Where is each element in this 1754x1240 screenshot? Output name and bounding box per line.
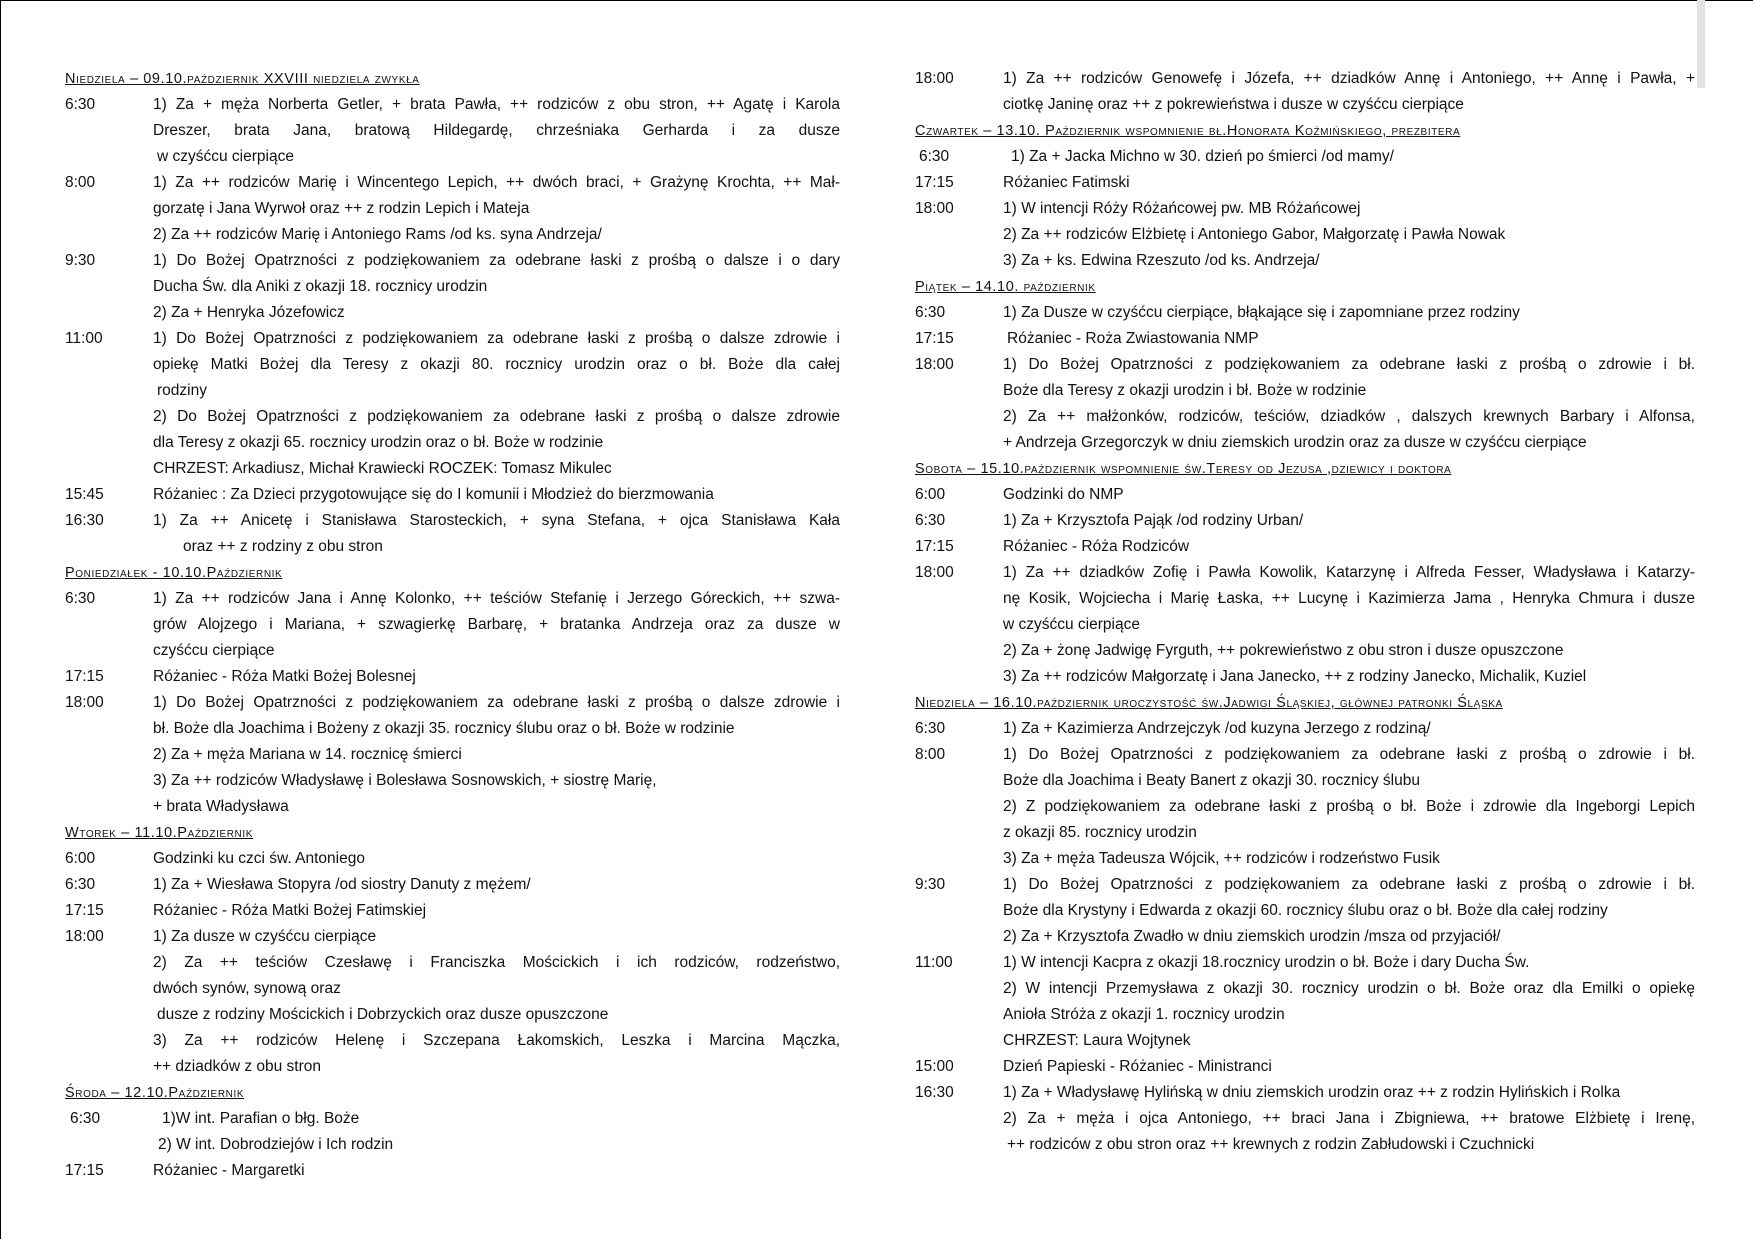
intention-line: 1) Za ++ rodziców Marię i Wincentego Lepich, ++ dwóch braci, + Grażynę Krochta, ++ Mał- [153,174,840,191]
intention-line: bł. Boże dla Joachima i Bożeny z okazji 35. rocznicy ślubu oraz o bł. Boże w rodzinie [153,720,735,737]
mass-time: 16:30 [65,512,104,529]
intention-line: CHRZEST: Laura Wojtynek [1003,1032,1191,1049]
intention-text [1003,872,1695,950]
intention-text [1003,170,1695,196]
day-header: Czwartek – 13.10. Październik wspomnienie bł.Honorata Koźmińskiego, prezbitera [915,123,1461,139]
mass-time: 6:00 [65,850,96,867]
intention-line: 1) Do Bożej Opatrzności z podziękowaniem za odebrane łaski z prośbą o zdrowie i bł. [1003,356,1695,373]
intention-text [1003,482,1695,508]
intention-text [153,872,840,898]
mass-time: 17:15 [65,668,104,685]
intention-text [1003,326,1695,352]
mass-time: 6:30 [919,148,950,165]
mass-entry [915,1054,1695,1080]
mass-entry [915,872,1695,950]
mass-time: 17:15 [915,174,954,191]
intention-line: 1) W intencji Kacpra z okazji 18.rocznicy urodzin o bł. Boże i dary Ducha Św. [1003,954,1530,971]
mass-time: 6:00 [915,486,946,503]
intention-line: 1) Do Bożej Opatrzności z podziękowaniem za odebrane łaski z prośbą o dalsze i o dary [153,252,840,269]
mass-entry [915,170,1695,196]
intention-text [1003,1080,1695,1158]
mass-time: 8:00 [915,746,946,763]
intention-text [153,586,840,664]
intention-line: Boże dla Joachima i Beaty Banert z okazji 30. rocznicy ślubu [1003,772,1420,789]
intention-line: czyśćcu cierpiące [153,642,275,659]
day-header: Środa – 12.10.Październik [65,1085,245,1101]
intention-line: 1) Za Dusze w czyśćcu cierpiące, błąkające się i zapomniane przez rodziny [1003,304,1520,321]
mass-entry [915,508,1695,534]
mass-entry [915,534,1695,560]
day-header: Sobota – 15.10.październik wspomnienie św.Teresy od Jezusa ,dziewicy i doktora [915,461,1452,477]
left-column [65,66,840,1184]
day-header: Wtorek – 11.10.Październik [65,825,254,841]
intention-text [1003,534,1695,560]
mass-time: 18:00 [915,200,954,217]
intention-text [153,248,840,326]
intention-line: Ducha Św. dla Aniki z okazji 18. rocznicy urodzin [153,278,488,295]
mass-time: 18:00 [915,564,954,581]
intention-line: 2) Za ++ teściów Czesławę i Franciszka Mościckich i ich rodziców, rodzeństwo, [153,954,840,971]
mass-time: 11:00 [65,330,103,347]
intention-line: z okazji 85. rocznicy urodzin [1003,824,1197,841]
intention-line: 1) Za ++ dziadków Zofię i Pawła Kowolik, Katarzynę i Alfreda Fesser, Władysława i Katarzy- [1003,564,1695,581]
mass-entry [65,248,840,326]
mass-entry [915,560,1695,690]
intention-line: 2) Za + Krzysztofa Zwadło w dniu ziemskich urodzin /msza od przyjaciół/ [1003,928,1501,945]
intention-text [1003,1054,1695,1080]
intention-line: 2) Za + żonę Jadwigę Fyrguth, ++ pokrewieństwo z obu stron i dusze opuszczone [1003,642,1564,659]
mass-time: 18:00 [915,70,954,87]
intention-line: 1) Do Bożej Opatrzności z podziękowaniem za odebrane łaski z prośbą o zdrowie i bł. [1003,876,1695,893]
intention-line: Dzień Papieski - Różaniec - Ministranci [1003,1058,1272,1075]
intention-text [1003,716,1695,742]
intention-line: w czyśćcu cierpiące [157,148,294,165]
mass-entry [65,170,840,248]
intention-line: Różaniec - Róża Rodziców [1003,538,1190,555]
mass-time: 9:30 [915,876,946,893]
mass-time: 6:30 [65,590,96,607]
mass-time: 6:30 [65,876,96,893]
intention-line: 3) Za ++ rodziców Helenę i Szczepana Łakomskich, Leszka i Marcina Mączka, [153,1032,840,1049]
intention-line: opiekę Matki Bożej dla Teresy z okazji 80. rocznicy urodzin oraz o bł. Boże dla całej [153,356,840,373]
mass-entry [65,898,840,924]
intention-line: 1) Za + Wiesława Stopyra /od siostry Danuty z mężem/ [153,876,531,893]
intention-line: Anioła Stróża z okazji 1. rocznicy urodzin [1003,1006,1285,1023]
mass-time: 15:45 [65,486,104,503]
intention-line: 1) Za ++ rodziców Genowefę i Józefa, ++ dziadków Annę i Antoniego, ++ Annę i Pawła, + [1003,70,1695,87]
intention-line: 1) W intencji Róży Różańcowej pw. MB Różańcowej [1003,200,1361,217]
intention-text [153,326,840,482]
mass-entry [915,144,1695,170]
intention-line: 1) Do Bożej Opatrzności z podziękowaniem za odebrane łaski z prośbą o zdrowie i bł. [1003,746,1695,763]
intention-line: 1) Za ++ Anicetę i Stanisława Starosteckich, + syna Stefana, + ojca Stanisława Kała [153,512,840,529]
intention-text [1003,196,1695,274]
mass-entry [915,950,1695,1054]
intention-line: 1) Za dusze w czyśćcu cierpiące [153,928,377,945]
intention-text [1003,560,1695,690]
mass-time: 17:15 [65,902,104,919]
intention-line: 1) Za ++ rodziców Jana i Annę Kolonko, ++ teściów Stefanię i Jerzego Góreckich, ++ szwa- [153,590,840,607]
mass-entry [65,1106,840,1158]
intention-line: 2) Za + męża Mariana w 14. rocznicę śmierci [153,746,462,763]
intention-line: 3) Za + ks. Edwina Rzeszuto /od ks. Andrzeja/ [1003,252,1320,269]
intention-line: Różaniec : Za Dzieci przygotowujące się do I komunii i Młodzież do bierzmowania [153,486,714,503]
mass-entry [65,664,840,690]
intention-text [1003,66,1695,118]
intention-text [153,1158,840,1184]
day-header: Niedziela – 16.10.październik uroczystość św.Jadwigi Śląskiej, głównej patronki Śląska [915,695,1503,711]
mass-time: 18:00 [65,928,104,945]
mass-entry [915,482,1695,508]
day-header: Poniedziałek - 10.10.Październik [65,565,283,581]
intention-text [153,898,840,924]
intention-line: 1) Za + Krzysztofa Pająk /od rodziny Urban/ [1003,512,1304,529]
intention-line: 1) Do Bożej Opatrzności z podziękowaniem za odebrane łaski z prośbą o dalsze zdrowie i [153,694,840,711]
intention-line: 1) Za + Władysławę Hylińską w dniu ziemskich urodzin oraz ++ z rodzin Hylińskich i Rolka [1003,1084,1621,1101]
intention-text [1003,742,1695,872]
mass-time: 16:30 [915,1084,954,1101]
mass-entry [915,326,1695,352]
intention-line: gorzatę i Jana Wyrwoł oraz ++ z rodzin Lepich i Mateja [153,200,530,217]
mass-entry [65,872,840,898]
intention-line: 2) Za + Henryka Józefowicz [153,304,345,321]
intention-line: dla Teresy z okazji 65. rocznicy urodzin oraz o bł. Boże w rodzinie [153,434,604,451]
mass-time: 6:30 [70,1110,101,1127]
mass-entry [915,300,1695,326]
mass-entry [65,482,840,508]
intention-line: 1) Za + Jacka Michno w 30. dzień po śmierci /od mamy/ [1011,148,1394,165]
intention-text [1003,950,1695,1054]
intention-line: 2) Za + męża i ojca Antoniego, ++ braci Jana i Zbigniewa, ++ bratowe Elżbietę i Irenę, [1003,1110,1695,1127]
intention-line: Godzinki do NMP [1003,486,1124,503]
mass-time: 17:15 [915,330,954,347]
intention-line: 2) Za ++ rodziców Elżbietę i Antoniego Gabor, Małgorzatę i Pawła Nowak [1003,226,1506,243]
intention-line: Różaniec - Roża Zwiastowania NMP [1007,330,1259,347]
intention-text [1007,144,1695,170]
intention-text [153,690,840,820]
mass-entry [915,1080,1695,1158]
mass-entry [915,66,1695,118]
mass-entry [65,690,840,820]
intention-text [1003,508,1695,534]
scrollbar-mark [1697,0,1705,88]
mass-time: 17:15 [65,1162,104,1179]
intention-line: w czyśćcu cierpiące [1003,616,1140,633]
mass-entry [65,846,840,872]
intention-line: 2) W int. Dobrodziejów i Ich rodzin [158,1136,394,1153]
mass-entry [915,196,1695,274]
mass-time: 6:30 [65,96,96,113]
intention-line: 1) Do Bożej Opatrzności z podziękowaniem za odebrane łaski z prośbą o dalsze zdrowie i [153,330,840,347]
intention-text [153,664,840,690]
intention-line: 1) Za + Kazimierza Andrzejczyk /od kuzyna Jerzego z rodziną/ [1003,720,1431,737]
mass-time: 8:00 [65,174,96,191]
right-column [915,66,1695,1158]
intention-line: Różaniec - Róża Matki Bożej Fatimskiej [153,902,427,919]
intention-line: Godzinki ku czci św. Antoniego [153,850,365,867]
mass-entry [65,326,840,482]
mass-time: 15:00 [915,1058,954,1075]
intention-line: 2) Za ++ rodziców Marię i Antoniego Rams /od ks. syna Andrzeja/ [153,226,602,243]
intention-line: ciotkę Janinę oraz ++ z pokrewieństwa i dusze w czyśćcu cierpiące [1003,96,1464,113]
intention-text [153,846,840,872]
intention-line: 3) Za + męża Tadeusza Wójcik, ++ rodziców i rodzeństwo Fusik [1003,850,1440,867]
intention-line: 1)W int. Parafian o błg. Boże [162,1110,360,1127]
intention-line: 3) Za ++ rodziców Małgorzatę i Jana Janecko, ++ z rodziny Janecko, Michalik, Kuziel [1003,668,1587,685]
intention-line: Dreszer, brata Jana, bratową Hildegardę, chrześniaka Gerharda i za dusze [153,122,840,139]
intention-line: + Andrzeja Grzegorczyk w dniu ziemskich urodzin oraz za dusze w czyśćcu cierpiące [1003,434,1587,451]
mass-time: 6:30 [915,512,946,529]
intention-line: 2) Do Bożej Opatrzności z podziękowaniem za odebrane łaski z prośbą o dalsze zdrowie [153,408,840,425]
intention-line: dusze z rodziny Mościckich i Dobrzyckich oraz dusze opuszczone [157,1006,609,1023]
intention-line: grów Alojzego i Mariana, + szwagierkę Barbarę, + bratanka Andrzeja oraz za dusze w [153,616,840,633]
intention-text [1003,300,1695,326]
intention-text [153,170,840,248]
intention-line: Różaniec - Margaretki [153,1162,305,1179]
intention-line: + brata Władysława [153,798,289,815]
intention-line: nę Kosik, Wojciecha i Marię Łaska, ++ Lucynę i Kazimierza Jama , Henryka Chmura i dusze [1003,590,1695,607]
intention-line: ++ dziadków z obu stron [153,1058,322,1075]
intention-line: CHRZEST: Arkadiusz, Michał Krawiecki ROCZEK: Tomasz Mikulec [153,460,612,477]
mass-entry [915,742,1695,872]
intention-text [158,1106,840,1158]
mass-time: 18:00 [65,694,104,711]
intention-line: Różaniec Fatimski [1003,174,1130,191]
intention-text [1003,352,1695,456]
intention-line: 2) Z podziękowaniem za odebrane łaski z prośbą o bł. Boże i zdrowie dla Ingeborgi Lepich [1003,798,1695,815]
mass-entry [65,92,840,170]
mass-entry [65,1158,840,1184]
intention-line: 3) Za ++ rodziców Władysławę i Bolesława Sosnowskich, + siostrę Marię, [153,772,657,789]
mass-time: 17:15 [915,538,954,555]
day-header: Niedziela – 09.10.październik XXVIII niedziela zwykła [65,71,420,87]
mass-entry [65,586,840,664]
intention-text [153,924,840,1080]
mass-time: 18:00 [915,356,954,373]
intention-line: ++ rodziców z obu stron oraz ++ krewnych z rodzin Zabłudowski i Czuchnicki [1007,1136,1535,1153]
intention-line: Różaniec - Róża Matki Bożej Bolesnej [153,668,416,685]
mass-entry [65,924,840,1080]
intention-text [153,92,840,170]
intention-line: 1) Za + męża Norberta Getler, + brata Pawła, ++ rodziców z obu stron, ++ Agatę i Karola [153,96,840,113]
intention-line: 2) W intencji Przemysława z okazji 30. rocznicy urodzin o bł. Boże oraz dla Emilki o opiekę [1003,980,1695,997]
intention-line: 2) Za ++ małżonków, rodziców, teściów, dziadków , dalszych krewnych Barbary i Alfonsa, [1003,408,1695,425]
mass-time: 9:30 [65,252,96,269]
intention-text [153,508,840,560]
mass-entry [65,508,840,560]
mass-entry [915,352,1695,456]
mass-time: 6:30 [915,720,946,737]
mass-time: 6:30 [915,304,946,321]
intention-line: rodziny [157,382,207,399]
intention-line: Boże dla Teresy z okazji urodzin i bł. Boże w rodzinie [1003,382,1367,399]
mass-time: 11:00 [915,954,953,971]
intention-line: dwóch synów, synową oraz [153,980,341,997]
intention-line: Boże dla Krystyny i Edwarda z okazji 60. rocznicy ślubu oraz o bł. Boże dla całej rodziny [1003,902,1608,919]
day-header: Piątek – 14.10. październik [915,279,1096,295]
intention-line: oraz ++ z rodziny z obu stron [183,538,383,555]
intention-text [153,482,840,508]
mass-entry [915,716,1695,742]
